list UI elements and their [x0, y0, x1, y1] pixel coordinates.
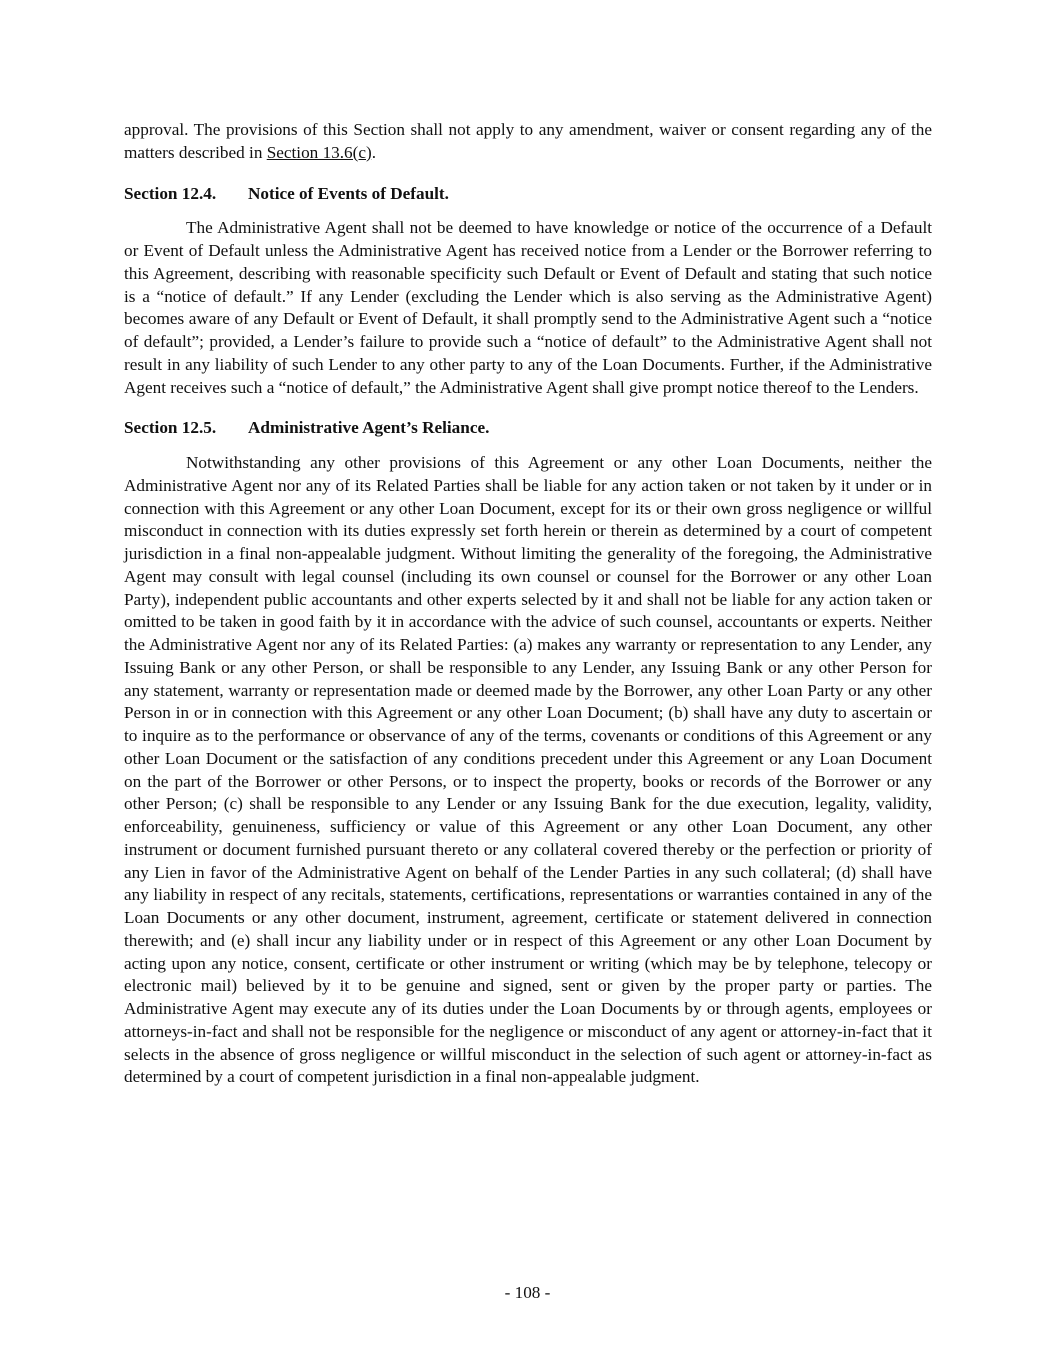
continuation-text-end: . [371, 142, 377, 162]
continuation-text: approval. The provisions of this Section shall not apply to any amendment, waiver or consent regarding any of the matters described in [124, 120, 932, 162]
section-title: Administrative Agent’s Reliance. [248, 418, 490, 438]
continuation-paragraph [124, 119, 932, 165]
section-number: Section 12.4. [124, 183, 217, 203]
section-12-5-heading [124, 417, 932, 440]
section-reference-link: Section 13.6(c) [266, 142, 372, 162]
section-number: Section 12.5. [124, 418, 217, 438]
document-page [124, 119, 932, 1089]
section-12-5-body: Notwithstanding any other provisions of this Agreement or any other Loan Documents, neither the Administrative Agent nor any of its Related Parties shall be liable for any action taken or not taken by it under or in connection with this Agreement or any other Loan Document, except for its or their own gross negligence or willful misconduct in connection with its duties expressly set forth herein or therein as determined by a court of competent jurisdiction in a final non-appealable judgment. Without limiting the generality of the foregoing, the Administrative Agent may consult with legal counsel (including its own counsel or counsel for the Borrower or any other Loan Party), independent public accountants and other experts selected by it and shall not be liable for any action taken or omitted to be taken in good faith by it in accordance with the advice of such counsel, accountants or experts. Neither the Administrative Agent nor any of its Related Parties: (a) makes any warranty or representation to any Lender, any Issuing Bank or any other Person, or shall be responsible to any Lender, any Issuing Bank or any other Person for any statement, warranty or representation made or deemed made by the Borrower, any other Loan Party or any other Person in or in connection with this Agreement or any other Loan Document; (b) shall have any duty to ascertain or to inquire as to the performance or observance of any of the terms, covenants or conditions of this Agreement or any other Loan Document or the satisfaction of any conditions precedent under this Agreement or any Loan Document on the part of the Borrower or other Persons, or to inspect the property, books or records of the Borrower or any other Person; (c) shall be responsible to any Lender or any Issuing Bank for the due execution, legality, validity, enforceability, genuineness, sufficiency or value of this Agreement or any other Loan Document, any other instrument or document furnished pursuant thereto or any collateral covered thereby or the perfection or priority of any Lien in favor of the Administrative Agent on behalf of the Lender Parties in any such collateral; (d) shall have any liability in respect of any recitals, statements, certifications, representations or warranties contained in any of the Loan Documents or any other document, instrument, agreement, certificate or statement delivered in connection therewith; and (e) shall incur any liability under or in respect of this Agreement or any other Loan Document by acting upon any notice, consent, certificate or other instrument or writing (which may be by telephone, telecopy or electronic mail) believed by it to be genuine and signed, sent or given by the proper party or parties. The Administrative Agent may execute any of its duties under the Loan Documents by or through agents, employees or attorneys-in-fact and shall not be responsible for the negligence or misconduct of any agent or attorney-in-fact that it selects in the absence of gross negligence or willful misconduct in the selection of such agent or attorney-in-fact as determined by a court of competent jurisdiction in a final non-appealable judgment. [124, 453, 932, 1087]
section-12-4-heading [124, 183, 932, 206]
section-12-4-body: The Administrative Agent shall not be deemed to have knowledge or notice of the occurrence of a Default or Event of Default unless the Administrative Agent has received notice from a Lender or the Borrower referring to this Agreement, describing with reasonable specificity such Default or Event of Default and stating that such notice is a “notice of default.” If any Lender (excluding the Lender which is also serving as the Administrative Agent) becomes aware of any Default or Event of Default, it shall promptly send to the Administrative Agent such a “notice of default”; provided, a Lender’s failure to provide such a “notice of default” to the Administrative Agent shall not result in any liability of such Lender to any other party to any of the Loan Documents. Further, if the Administrative Agent receives such a “notice of default,” the Administrative Agent shall give prompt notice thereof to the Lenders. [124, 218, 932, 397]
section-title: Notice of Events of Default. [248, 183, 449, 203]
page-number: - 108 - [504, 1283, 551, 1302]
